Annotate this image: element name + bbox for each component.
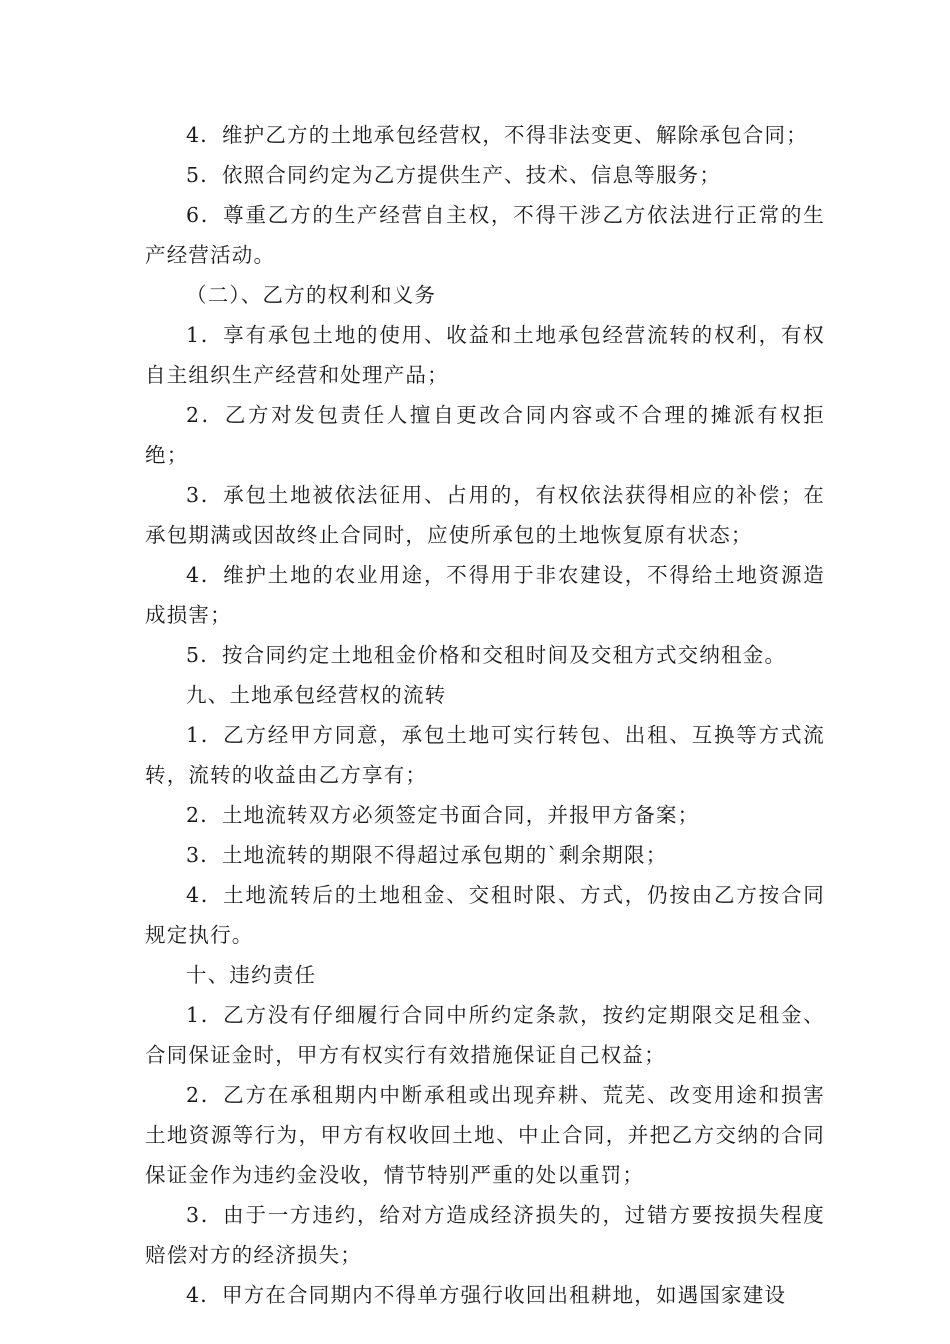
paragraph-ten-1: 1．乙方没有仔细履行合同中所约定条款，按约定期限交足租金、合同保证金时，甲方有权实行有效措施保证自己权益； (145, 1003, 825, 1067)
paragraph-a5: 5．依照合同约定为乙方提供生产、技术、信息等服务； (186, 163, 722, 187)
paragraph-ten-3: 3．由于一方违约，给对方造成经济损失的，过错方要按损失程度赔偿对方的经济损失； (145, 1203, 825, 1267)
paragraph-ten-2: 2．乙方在承租期内中断承租或出现弃耕、荒芜、改变用途和损害土地资源等行为，甲方有权收回土地、中止合同，并把乙方交纳的合同保证金作为违约金没收，情节特别严重的处以重罚； (145, 1083, 825, 1187)
paragraph-b5: 5．按合同约定土地租金价格和交租时间及交租方式交纳租金。 (186, 643, 787, 667)
section-heading-party-b: （二）、乙方的权利和义务 (186, 283, 437, 307)
paragraph-nine-1: 1．乙方经甲方同意，承包土地可实行转包、出租、互换等方式流转，流转的收益由乙方享有； (145, 723, 825, 787)
paragraph-b4: 4．维护土地的农业用途，不得用于非农建设，不得给土地资源造成损害； (145, 563, 825, 627)
paragraph-a6: 6．尊重乙方的生产经营自主权，不得干涉乙方依法进行正常的生产经营活动。 (145, 203, 825, 267)
paragraph-a4: 4．维护乙方的土地承包经营权，不得非法变更、解除承包合同； (186, 123, 808, 147)
section-heading-nine: 九、土地承包经营权的流转 (186, 683, 447, 707)
paragraph-ten-4: 4．甲方在合同期内不得单方强行收回出租耕地，如遇国家建设 (186, 1283, 787, 1307)
paragraph-nine-4: 4．土地流转后的土地租金、交租时限、方式，仍按由乙方按合同规定执行。 (145, 883, 825, 947)
paragraph-nine-2: 2．土地流转双方必须签定书面合同，并报甲方备案； (186, 803, 700, 827)
document-page (145, 115, 825, 1315)
section-heading-ten: 十、违约责任 (186, 963, 317, 987)
paragraph-b2: 2．乙方对发包责任人擅自更改合同内容或不合理的摊派有权拒绝； (145, 403, 825, 467)
paragraph-b3: 3．承包土地被依法征用、占用的，有权依法获得相应的补偿；在承包期满或因故终止合同时，应使所承包的土地恢复原有状态； (145, 483, 825, 547)
paragraph-nine-3: 3．土地流转的期限不得超过承包期的`剩余期限； (186, 843, 668, 867)
paragraph-b1: 1．享有承包土地的使用、收益和土地承包经营流转的权利，有权自主组织生产经营和处理产品； (145, 323, 825, 387)
